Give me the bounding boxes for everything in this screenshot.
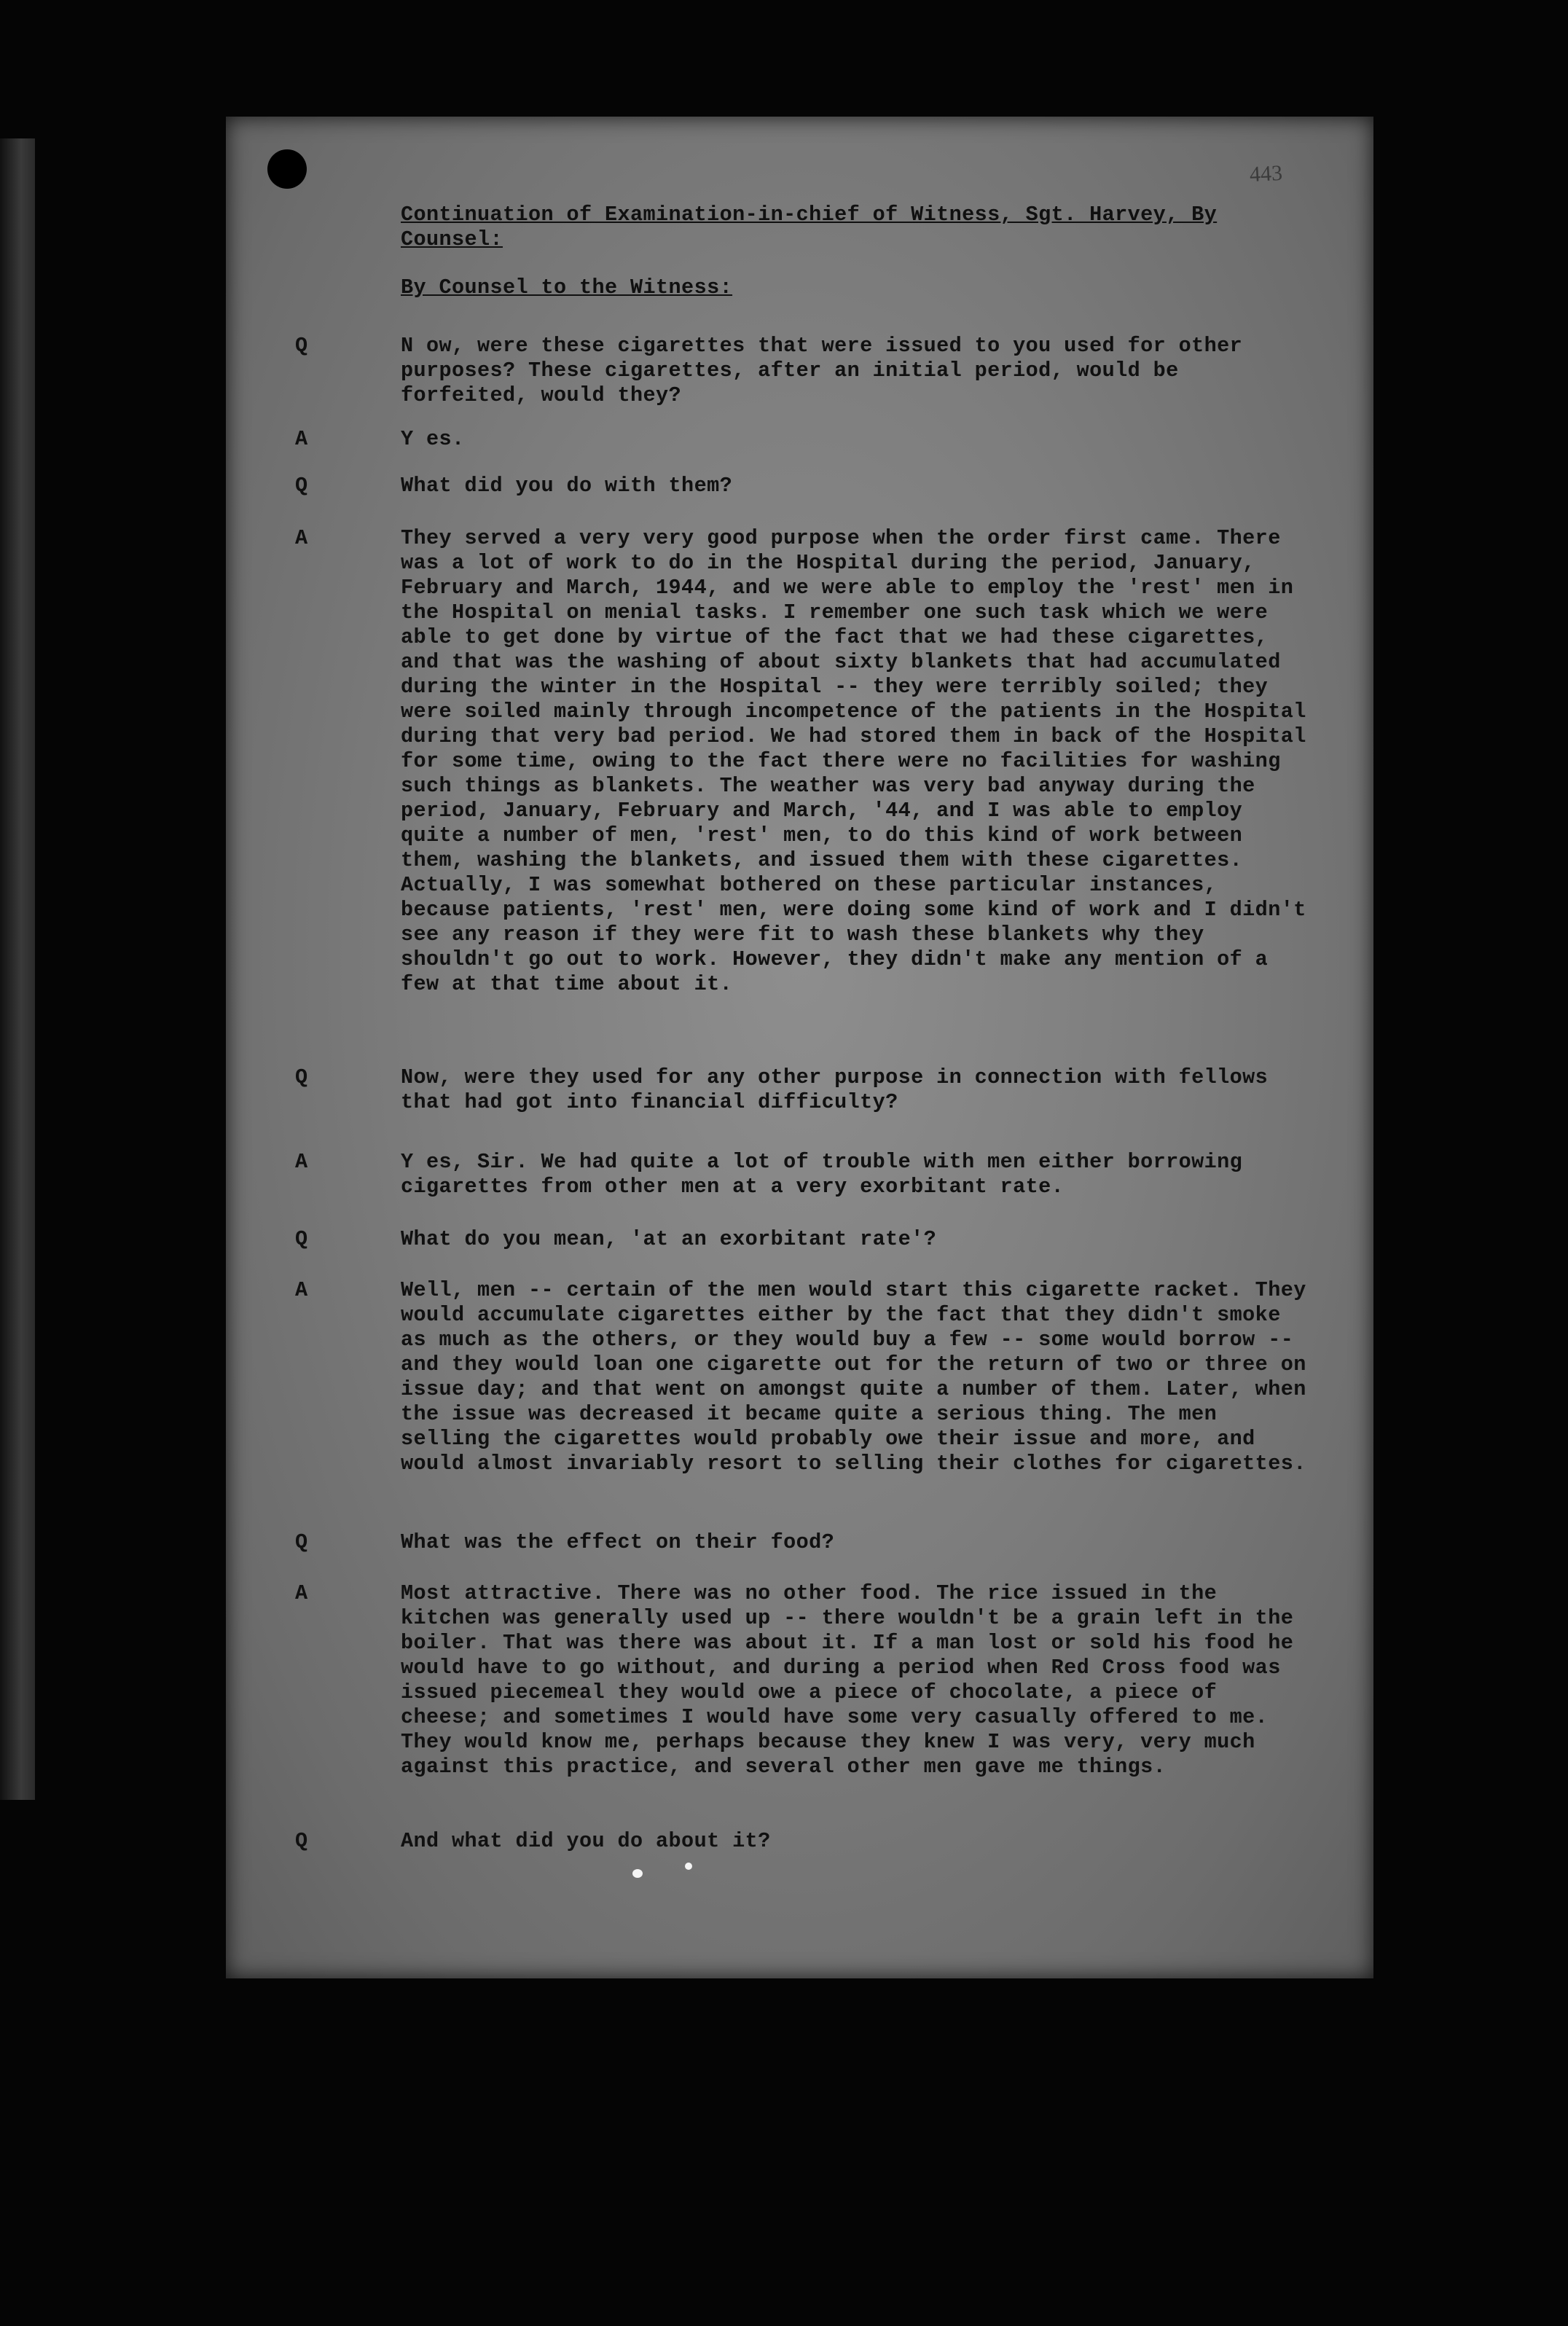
speaker-marker: Q xyxy=(295,1829,308,1853)
speaker-marker: A xyxy=(295,427,308,451)
document-page xyxy=(226,117,1373,1978)
speaker-marker: A xyxy=(295,1150,308,1174)
exchange-text: Y es. xyxy=(401,427,465,451)
speaker-marker: A xyxy=(295,526,308,550)
page-number: 443 xyxy=(1249,160,1283,187)
punch-hole xyxy=(267,149,307,189)
speaker-marker: Q xyxy=(295,334,308,358)
speaker-marker: A xyxy=(295,1581,308,1605)
exchange-text: N ow, were these cigarettes that were issued to you used for other purposes? These cigarettes, after an initial period, would be forfeited, would they? xyxy=(401,334,1243,407)
exchange-text: What do you mean, 'at an exorbitant rate'? xyxy=(401,1227,937,1251)
speaker-marker: Q xyxy=(295,474,308,498)
speaker-marker: Q xyxy=(295,1530,308,1554)
exchange-text: Well, men -- certain of the men would start this cigarette racket. They would accumulate cigarettes either by the fact that they didn't smoke as much as the others, or they would buy a few -- some would borrow -- and they would loan one cigarette out for the return of two or three on issue day; and that went on amongst quite a number of them. Later, when the issue was decreased it became quite a serious thing. The men selling the cigarettes would probably owe their issue and more, and would almost invariably resort to selling their clothes for cigarettes. xyxy=(401,1278,1306,1476)
exchange-text: Most attractive. There was no other food. The rice issued in the kitchen was generally used up -- there wouldn't be a grain left in the boiler. That was there was about it. If a man lost or sold his food he would have to go without, and during a period when Red Cross food was issued piecemeal they would owe a piece of chocolate, a piece of cheese; and sometimes I would have some very casually offered to me. They would know me, perhaps because they knew I was very, very much against this practice, and several other men gave me things. xyxy=(401,1581,1294,1779)
exchange-text: Y es, Sir. We had quite a lot of trouble with men either borrowing cigarettes from other men at a very exorbitant rate. xyxy=(401,1150,1243,1199)
exchange-text: What did you do with them? xyxy=(401,474,733,498)
exchange-text: They served a very very good purpose when the order first came. There was a lot of work to do in the Hospital during the period, January, February and March, 1944, and we were able to employ the 'rest' men in the Hospital on menial tasks. I remember one such task which we were able to get done by virtue of the fact that we had these cigarettes, and that was the washing of about sixty blankets that had accumulated during the winter in the Hospital -- they were terribly soiled; they were soiled mainly through incompetence of the patients in the Hospital during that very bad period. We had stored them in back of the Hospital for some time, owing to the fact there were no facilities for washing such things as blankets. The weather was very bad anyway during the period, January, February and March, '44, and I was able to employ quite a number of men, 'rest' men, to do this kind of work between them, washing the blankets, and issued them with these cigarettes. Actually, I was somewhat bothered on these particular instances, because patients, 'rest' men, were doing some kind of work and I didn't see any reason if they were fit to wash these blankets why they shouldn't go out to work. However, they didn't make any mention of a few at that time about it. xyxy=(401,526,1306,996)
speaker-marker: Q xyxy=(295,1065,308,1089)
speaker-marker: A xyxy=(295,1278,308,1302)
speaker-marker: Q xyxy=(295,1227,308,1251)
document-heading: Continuation of Examination-in-chief of Witness, Sgt. Harvey, By Counsel: xyxy=(401,203,1218,251)
document-subheading: By Counsel to the Witness: xyxy=(401,275,733,299)
exchange-text: What was the effect on their food? xyxy=(401,1530,835,1554)
exchange-text: Now, were they used for any other purpose in connection with fellows that had got into financial difficulty? xyxy=(401,1065,1269,1114)
exchange-text: And what did you do about it? xyxy=(401,1829,771,1853)
film-speck xyxy=(685,1863,692,1870)
film-speck xyxy=(632,1869,643,1878)
adjacent-page-edge xyxy=(0,138,35,1800)
